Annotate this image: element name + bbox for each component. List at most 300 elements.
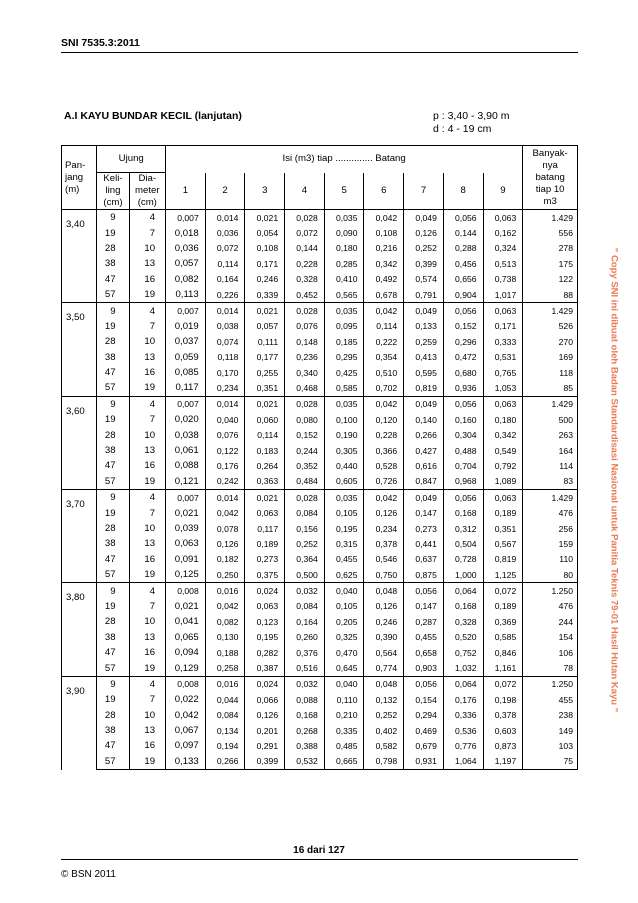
diameter-cell: 19 <box>129 287 165 303</box>
banyak-cell: 263 <box>523 427 578 442</box>
volume-cell: 0,024 <box>245 583 285 599</box>
volume-cell: 0,122 <box>205 443 245 458</box>
volume-cell: 0,488 <box>443 443 483 458</box>
header-banyak: Banyak- nya batang tiap 10 m3 <box>523 146 578 210</box>
volume-cell: 0,679 <box>404 738 444 753</box>
volume-cell: 0,752 <box>443 645 483 660</box>
volume-cell: 0,156 <box>285 521 325 536</box>
keliling-cell: 19 <box>97 225 129 240</box>
volume-cell: 0,273 <box>404 521 444 536</box>
volume-cell: 1,197 <box>483 754 523 770</box>
banyak-cell: 278 <box>523 241 578 256</box>
header-num: 9 <box>483 173 523 210</box>
banyak-cell: 159 <box>523 536 578 551</box>
volume-cell: 0,296 <box>443 334 483 349</box>
volume-cell: 0,114 <box>364 319 404 334</box>
volume-cell: 0,325 <box>324 630 364 645</box>
volume-cell: 0,352 <box>285 458 325 473</box>
volume-cell: 0,125 <box>166 567 206 583</box>
banyak-cell: 1.429 <box>523 490 578 506</box>
volume-cell: 0,378 <box>364 536 404 551</box>
volume-cell: 0,504 <box>443 536 483 551</box>
table-row <box>62 319 578 334</box>
keliling-cell: 9 <box>97 303 129 319</box>
volume-cell: 0,082 <box>166 272 206 287</box>
volume-cell: 0,846 <box>483 645 523 660</box>
volume-cell: 0,656 <box>443 272 483 287</box>
volume-cell: 0,582 <box>364 738 404 753</box>
table-row <box>62 412 578 427</box>
volume-cell: 0,564 <box>364 645 404 660</box>
volume-cell: 0,819 <box>404 380 444 396</box>
volume-cell: 0,067 <box>166 723 206 738</box>
volume-cell: 0,114 <box>205 256 245 271</box>
volume-cell: 0,440 <box>324 458 364 473</box>
volume-cell: 0,133 <box>166 754 206 770</box>
volume-cell: 0,294 <box>404 708 444 723</box>
volume-cell: 0,304 <box>443 427 483 442</box>
volume-cell: 0,264 <box>245 458 285 473</box>
table-row <box>62 567 578 583</box>
keliling-cell: 28 <box>97 334 129 349</box>
volume-cell: 0,095 <box>324 319 364 334</box>
volume-cell: 0,040 <box>324 583 364 599</box>
volume-cell: 0,189 <box>245 536 285 551</box>
volume-cell: 0,126 <box>364 599 404 614</box>
volume-cell: 0,658 <box>404 645 444 660</box>
volume-cell: 0,088 <box>166 458 206 473</box>
table-row <box>62 303 578 319</box>
table-row <box>62 490 578 506</box>
table-row <box>62 396 578 412</box>
volume-cell: 0,072 <box>483 583 523 599</box>
volume-cell: 0,260 <box>285 630 325 645</box>
volume-cell: 0,339 <box>245 287 285 303</box>
banyak-cell: 106 <box>523 645 578 660</box>
volume-cell: 0,387 <box>245 660 285 676</box>
volume-cell: 0,847 <box>404 474 444 490</box>
banyak-cell: 1.429 <box>523 396 578 412</box>
volume-cell: 0,020 <box>166 412 206 427</box>
table-row <box>62 365 578 380</box>
volume-cell: 0,042 <box>205 505 245 520</box>
banyak-cell: 78 <box>523 660 578 676</box>
volume-cell: 0,236 <box>285 350 325 365</box>
diameter-cell: 7 <box>129 505 165 520</box>
volume-cell: 0,028 <box>285 303 325 319</box>
diameter-cell: 13 <box>129 630 165 645</box>
volume-cell: 0,097 <box>166 738 206 753</box>
diameter-cell: 7 <box>129 319 165 334</box>
keliling-cell: 28 <box>97 614 129 629</box>
volume-cell: 0,063 <box>483 303 523 319</box>
volume-cell: 0,645 <box>324 660 364 676</box>
table-row <box>62 521 578 536</box>
volume-cell: 0,042 <box>364 396 404 412</box>
volume-cell: 0,250 <box>205 567 245 583</box>
diameter-cell: 4 <box>129 490 165 506</box>
banyak-cell: 270 <box>523 334 578 349</box>
volume-cell: 0,118 <box>205 350 245 365</box>
volume-cell: 0,129 <box>166 660 206 676</box>
diameter-cell: 19 <box>129 567 165 583</box>
volume-cell: 0,351 <box>483 521 523 536</box>
volume-cell: 0,140 <box>404 412 444 427</box>
table-row <box>62 350 578 365</box>
volume-cell: 0,252 <box>404 241 444 256</box>
volume-cell: 0,126 <box>364 505 404 520</box>
panjang-cell: 3,40 <box>62 210 97 303</box>
volume-cell: 0,931 <box>404 754 444 770</box>
volume-cell: 0,056 <box>443 490 483 506</box>
banyak-cell: 103 <box>523 738 578 753</box>
volume-cell: 0,168 <box>443 505 483 520</box>
volume-cell: 0,130 <box>205 630 245 645</box>
volume-cell: 0,028 <box>285 396 325 412</box>
banyak-cell: 556 <box>523 225 578 240</box>
volume-cell: 0,366 <box>364 443 404 458</box>
volume-cell: 0,147 <box>404 599 444 614</box>
volume-cell: 0,021 <box>245 490 285 506</box>
diameter-cell: 13 <box>129 256 165 271</box>
volume-cell: 0,088 <box>285 692 325 707</box>
volume-cell: 0,585 <box>324 380 364 396</box>
volume-cell: 0,819 <box>483 552 523 567</box>
volume-cell: 0,266 <box>205 754 245 770</box>
volume-cell: 0,342 <box>364 256 404 271</box>
banyak-cell: 122 <box>523 272 578 287</box>
volume-cell: 0,228 <box>364 427 404 442</box>
volume-cell: 1,161 <box>483 660 523 676</box>
volume-cell: 0,074 <box>205 334 245 349</box>
volume-cell: 0,059 <box>166 350 206 365</box>
volume-cell: 0,021 <box>166 599 206 614</box>
volume-cell: 0,315 <box>324 536 364 551</box>
banyak-cell: 149 <box>523 723 578 738</box>
volume-cell: 0,049 <box>404 210 444 226</box>
volume-cell: 0,792 <box>483 458 523 473</box>
volume-cell: 0,259 <box>404 334 444 349</box>
diameter-cell: 10 <box>129 614 165 629</box>
diameter-cell: 16 <box>129 552 165 567</box>
volume-cell: 0,147 <box>404 505 444 520</box>
volume-cell: 0,117 <box>245 521 285 536</box>
volume-cell: 0,198 <box>483 692 523 707</box>
volume-cell: 0,028 <box>285 490 325 506</box>
volume-cell: 0,160 <box>443 412 483 427</box>
header-num: 2 <box>205 173 245 210</box>
volume-cell: 1,089 <box>483 474 523 490</box>
volume-cell: 0,054 <box>245 225 285 240</box>
volume-cell: 0,351 <box>245 380 285 396</box>
copyright: © BSN 2011 <box>61 869 116 880</box>
volume-cell: 0,056 <box>404 583 444 599</box>
header-diameter: Dia- meter (cm) <box>129 173 165 210</box>
volume-cell: 0,616 <box>404 458 444 473</box>
volume-cell: 0,291 <box>245 738 285 753</box>
volume-cell: 0,007 <box>166 490 206 506</box>
range-note <box>433 110 509 136</box>
keliling-cell: 47 <box>97 365 129 380</box>
table-row <box>62 458 578 473</box>
volume-cell: 0,132 <box>364 692 404 707</box>
keliling-cell: 9 <box>97 676 129 692</box>
volume-cell: 0,189 <box>483 599 523 614</box>
volume-cell: 0,335 <box>324 723 364 738</box>
diameter-cell: 4 <box>129 303 165 319</box>
table-row <box>62 660 578 676</box>
volume-cell: 0,170 <box>205 365 245 380</box>
volume-cell: 0,044 <box>205 692 245 707</box>
volume-cell: 0,390 <box>364 630 404 645</box>
volume-cell: 0,152 <box>285 427 325 442</box>
keliling-cell: 38 <box>97 630 129 645</box>
header-rule <box>61 52 578 53</box>
volume-cell: 0,244 <box>285 443 325 458</box>
volume-cell: 0,016 <box>205 676 245 692</box>
volume-cell: 0,364 <box>285 552 325 567</box>
volume-cell: 0,427 <box>404 443 444 458</box>
volume-cell: 1,053 <box>483 380 523 396</box>
diameter-cell: 10 <box>129 521 165 536</box>
keliling-cell: 47 <box>97 552 129 567</box>
volume-cell: 0,287 <box>404 614 444 629</box>
volume-cell: 0,312 <box>443 521 483 536</box>
volume-cell: 0,532 <box>285 754 325 770</box>
volume-cell: 0,035 <box>324 396 364 412</box>
panjang-cell: 3,50 <box>62 303 97 396</box>
volume-cell: 0,063 <box>483 396 523 412</box>
volume-cell: 0,042 <box>205 599 245 614</box>
volume-cell: 0,195 <box>324 521 364 536</box>
keliling-cell: 38 <box>97 536 129 551</box>
volume-cell: 0,105 <box>324 505 364 520</box>
keliling-cell: 19 <box>97 505 129 520</box>
volume-cell: 0,798 <box>364 754 404 770</box>
volume-cell: 0,678 <box>364 287 404 303</box>
diameter-cell: 4 <box>129 583 165 599</box>
volume-cell: 0,008 <box>166 676 206 692</box>
volume-cell: 0,084 <box>285 505 325 520</box>
volume-cell: 0,791 <box>404 287 444 303</box>
diameter-cell: 4 <box>129 676 165 692</box>
volume-table <box>61 145 578 770</box>
table-row <box>62 241 578 256</box>
volume-cell: 0,090 <box>324 225 364 240</box>
volume-cell: 0,063 <box>483 490 523 506</box>
volume-cell: 0,072 <box>205 241 245 256</box>
volume-cell: 1,064 <box>443 754 483 770</box>
volume-cell: 0,336 <box>443 708 483 723</box>
volume-cell: 0,035 <box>324 303 364 319</box>
volume-cell: 0,108 <box>245 241 285 256</box>
volume-cell: 0,226 <box>205 287 245 303</box>
volume-cell: 1,017 <box>483 287 523 303</box>
volume-cell: 0,152 <box>443 319 483 334</box>
diameter-cell: 19 <box>129 474 165 490</box>
volume-cell: 0,042 <box>364 490 404 506</box>
volume-cell: 0,210 <box>324 708 364 723</box>
volume-cell: 0,180 <box>483 412 523 427</box>
header-num: 3 <box>245 173 285 210</box>
volume-cell: 0,021 <box>166 505 206 520</box>
volume-cell: 0,014 <box>205 396 245 412</box>
volume-cell: 0,144 <box>443 225 483 240</box>
banyak-cell: 244 <box>523 614 578 629</box>
panjang-cell: 3,60 <box>62 396 97 489</box>
page-number: 16 dari 127 <box>293 845 345 856</box>
table-row <box>62 474 578 490</box>
volume-cell: 0,065 <box>166 630 206 645</box>
volume-cell: 0,565 <box>324 287 364 303</box>
diameter-cell: 16 <box>129 272 165 287</box>
volume-cell: 0,108 <box>364 225 404 240</box>
volume-cell: 0,154 <box>404 692 444 707</box>
banyak-cell: 85 <box>523 380 578 396</box>
volume-cell: 1,000 <box>443 567 483 583</box>
volume-cell: 0,082 <box>205 614 245 629</box>
table-row <box>62 614 578 629</box>
volume-cell: 0,080 <box>285 412 325 427</box>
volume-cell: 0,041 <box>166 614 206 629</box>
volume-cell: 0,665 <box>324 754 364 770</box>
volume-cell: 0,903 <box>404 660 444 676</box>
volume-cell: 0,500 <box>285 567 325 583</box>
volume-cell: 0,022 <box>166 692 206 707</box>
table-row <box>62 505 578 520</box>
volume-cell: 0,520 <box>443 630 483 645</box>
volume-cell: 0,007 <box>166 303 206 319</box>
volume-cell: 0,057 <box>166 256 206 271</box>
volume-cell: 0,014 <box>205 210 245 226</box>
volume-cell: 0,190 <box>324 427 364 442</box>
table-row <box>62 256 578 271</box>
volume-cell: 0,182 <box>205 552 245 567</box>
banyak-cell: 80 <box>523 567 578 583</box>
volume-cell: 0,126 <box>245 708 285 723</box>
volume-cell: 0,328 <box>285 272 325 287</box>
diameter-range: d : 4 - 19 cm <box>433 123 492 135</box>
volume-cell: 0,376 <box>285 645 325 660</box>
volume-cell: 0,164 <box>205 272 245 287</box>
volume-cell: 0,040 <box>324 676 364 692</box>
length-range: p : 3,40 - 3,90 m <box>433 110 510 122</box>
diameter-cell: 4 <box>129 210 165 226</box>
diameter-cell: 19 <box>129 754 165 770</box>
volume-cell: 0,222 <box>364 334 404 349</box>
table-row <box>62 708 578 723</box>
volume-cell: 0,133 <box>404 319 444 334</box>
banyak-cell: 118 <box>523 365 578 380</box>
volume-cell: 0,177 <box>245 350 285 365</box>
volume-cell: 0,105 <box>324 599 364 614</box>
diameter-cell: 13 <box>129 536 165 551</box>
volume-cell: 0,164 <box>285 614 325 629</box>
volume-cell: 0,048 <box>364 583 404 599</box>
table-row <box>62 599 578 614</box>
volume-cell: 0,252 <box>364 708 404 723</box>
volume-cell: 0,176 <box>443 692 483 707</box>
volume-cell: 0,328 <box>443 614 483 629</box>
keliling-cell: 38 <box>97 723 129 738</box>
volume-cell: 0,549 <box>483 443 523 458</box>
volume-cell: 0,285 <box>324 256 364 271</box>
diameter-cell: 10 <box>129 427 165 442</box>
volume-cell: 0,021 <box>245 396 285 412</box>
banyak-cell: 1.429 <box>523 210 578 226</box>
volume-cell: 0,603 <box>483 723 523 738</box>
volume-cell: 0,085 <box>166 365 206 380</box>
table-row <box>62 630 578 645</box>
volume-cell: 0,091 <box>166 552 206 567</box>
table-row <box>62 676 578 692</box>
keliling-cell: 47 <box>97 738 129 753</box>
keliling-cell: 19 <box>97 599 129 614</box>
volume-cell: 0,100 <box>324 412 364 427</box>
volume-cell: 0,194 <box>205 738 245 753</box>
volume-cell: 0,425 <box>324 365 364 380</box>
volume-cell: 0,063 <box>483 210 523 226</box>
panjang-cell: 3,80 <box>62 583 97 676</box>
diameter-cell: 19 <box>129 380 165 396</box>
volume-cell: 0,168 <box>443 599 483 614</box>
volume-cell: 0,021 <box>245 303 285 319</box>
volume-cell: 0,342 <box>483 427 523 442</box>
volume-cell: 0,032 <box>285 583 325 599</box>
diameter-cell: 16 <box>129 365 165 380</box>
volume-cell: 0,024 <box>245 676 285 692</box>
volume-cell: 0,057 <box>245 319 285 334</box>
banyak-cell: 238 <box>523 708 578 723</box>
keliling-cell: 28 <box>97 427 129 442</box>
volume-cell: 0,680 <box>443 365 483 380</box>
diameter-cell: 4 <box>129 396 165 412</box>
volume-cell: 0,750 <box>364 567 404 583</box>
volume-cell: 0,266 <box>404 427 444 442</box>
volume-cell: 0,455 <box>324 552 364 567</box>
banyak-cell: 526 <box>523 319 578 334</box>
volume-cell: 0,049 <box>404 490 444 506</box>
volume-cell: 0,016 <box>205 583 245 599</box>
volume-cell: 0,126 <box>404 225 444 240</box>
volume-cell: 0,014 <box>205 303 245 319</box>
volume-cell: 0,008 <box>166 583 206 599</box>
volume-cell: 0,738 <box>483 272 523 287</box>
banyak-cell: 114 <box>523 458 578 473</box>
volume-cell: 1,032 <box>443 660 483 676</box>
keliling-cell: 38 <box>97 350 129 365</box>
keliling-cell: 38 <box>97 443 129 458</box>
volume-cell: 0,531 <box>483 350 523 365</box>
volume-cell: 0,637 <box>404 552 444 567</box>
volume-cell: 0,369 <box>483 614 523 629</box>
volume-cell: 0,066 <box>245 692 285 707</box>
diameter-cell: 13 <box>129 723 165 738</box>
volume-cell: 0,546 <box>364 552 404 567</box>
banyak-cell: 154 <box>523 630 578 645</box>
keliling-cell: 19 <box>97 319 129 334</box>
header-ujung: Ujung <box>97 146 166 173</box>
volume-cell: 0,113 <box>166 287 206 303</box>
header-num: 6 <box>364 173 404 210</box>
volume-cell: 0,056 <box>443 396 483 412</box>
volume-cell: 0,904 <box>443 287 483 303</box>
keliling-cell: 9 <box>97 396 129 412</box>
table-row <box>62 334 578 349</box>
volume-cell: 0,056 <box>443 210 483 226</box>
table-row <box>62 287 578 303</box>
volume-cell: 0,726 <box>364 474 404 490</box>
